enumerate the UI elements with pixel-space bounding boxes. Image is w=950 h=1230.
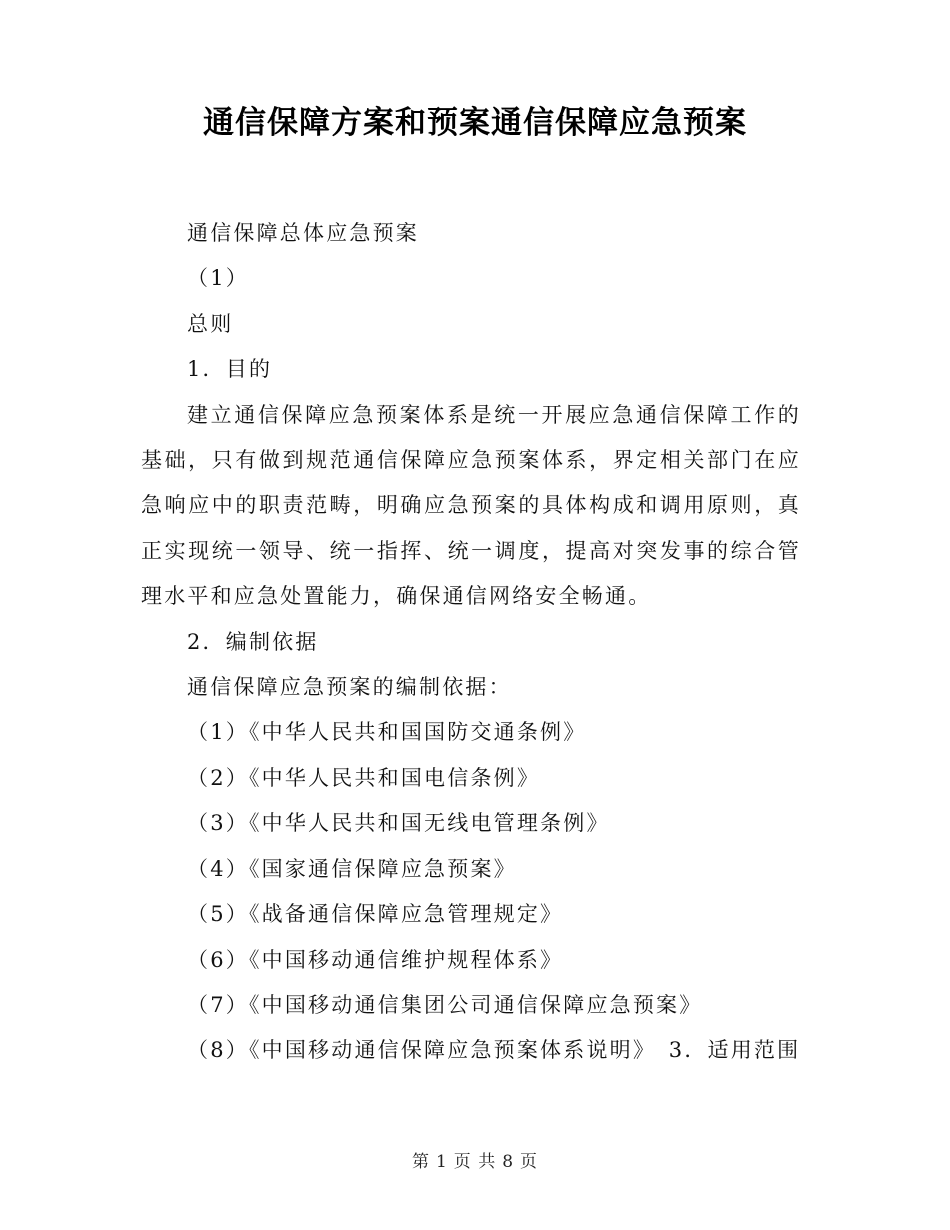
footer-page-number: 1 [435,1152,448,1172]
list-item: （8）《中国移动通信保障应急预案体系说明》 3．适用范围 [187,1038,801,1063]
list-item: （5）《战备通信保障应急管理规定》 [187,902,564,927]
document-title: 通信保障方案和预案通信保障应急预案 [203,105,747,141]
document-body [141,211,801,1074]
list-item: （2）《中华人民共和国电信条例》 [187,765,541,790]
list-item: （6）《中国移动通信维护规程体系》 [187,947,564,972]
body-paragraph: 通信保障应急预案的编制依据： [187,675,512,700]
footer-total-pages: 8 [502,1152,515,1172]
section-number: （1） [187,266,249,291]
section-heading: 通信保障总体应急预案 [187,221,419,245]
list-item: （1）《中华人民共和国国防交通条例》 [187,720,587,745]
subsection-heading: 2．编制依据 [187,629,319,654]
list-item: （3）《中华人民共和国无线电管理条例》 [187,811,610,836]
footer-label: 页 共 [453,1152,497,1172]
footer-label: 页 [520,1152,539,1172]
list-item: （4）《国家通信保障应急预案》 [187,856,517,881]
subsection-heading: 1．目的 [187,357,273,382]
list-item: （7）《中国移动通信集团公司通信保障应急预案》 [187,992,703,1017]
footer-label: 第 [411,1152,430,1172]
section-heading: 总则 [187,311,234,336]
body-paragraph: 建立通信保障应急预案体系是统一开展应急通信保障工作的基础，只有做到规范通信保障应急预案体系，界定相关部门在应急响应中的职责范畴，明确应急预案的具体构成和调用原则，真正实现统一领导、统一指挥、统一调度，提高对突发事的综合管理水平和应急处置能力，确保通信网络安全畅通。 [141,402,801,609]
page-footer [0,1149,950,1175]
